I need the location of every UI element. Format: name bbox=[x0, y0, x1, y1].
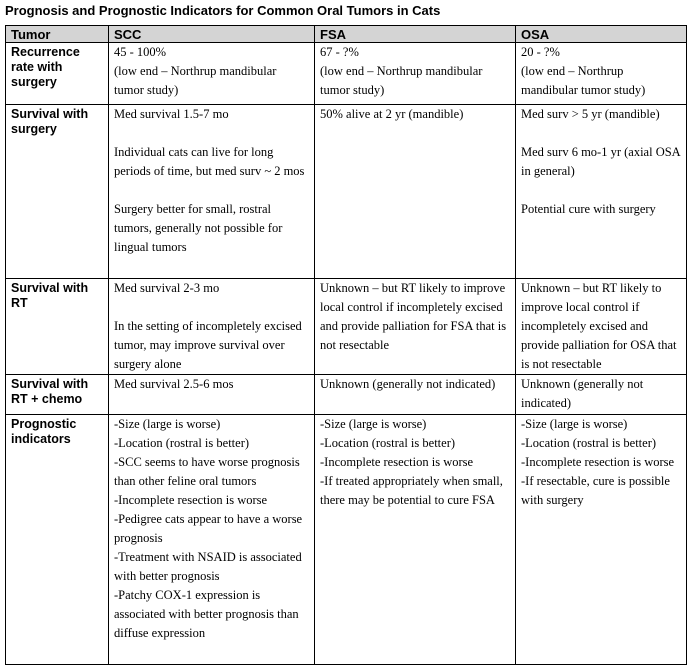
cell-osa-recurrence bbox=[516, 43, 687, 105]
cell-text: Med surv 6 mo-1 yr (axial OSA in general) bbox=[521, 145, 681, 178]
cell-fsa-survival-surgery bbox=[315, 105, 516, 279]
table-row bbox=[6, 105, 687, 279]
cell-text: (low end – Northrup mandibular tumor study) bbox=[521, 64, 646, 97]
cell-text: In the setting of incompletely excised tumor, may improve survival over surgery alone bbox=[114, 319, 302, 371]
cell-text: -Pedigree cats appear to have a worse prognosis bbox=[114, 512, 303, 545]
cell-text: -Location (rostral is better) bbox=[320, 436, 456, 450]
cell-text: -Incomplete resection is worse bbox=[114, 493, 268, 507]
cell-text: -Incomplete resection is worse bbox=[521, 455, 675, 469]
cell-text: Unknown (generally not indicated) bbox=[521, 377, 644, 410]
row-label-prognostic-indicators: Prognostic indicators bbox=[6, 415, 109, 665]
cell-scc-survival-rt-chemo bbox=[109, 375, 315, 415]
cell-text: Surgery better for small, rostral tumors, generally not possible for lingual tumors bbox=[114, 202, 283, 254]
cell-text: Med survival 2-3 mo bbox=[114, 281, 220, 295]
table-row bbox=[6, 279, 687, 375]
cell-fsa-recurrence bbox=[315, 43, 516, 105]
cell-text: Potential cure with surgery bbox=[521, 202, 656, 216]
cell-text: (low end – Northrup mandibular tumor study) bbox=[114, 64, 277, 97]
header-osa: OSA bbox=[516, 26, 687, 43]
cell-text: Med survival 1.5-7 mo bbox=[114, 107, 229, 121]
table-row bbox=[6, 415, 687, 665]
row-label-survival-rt-chemo: Survival with RT + chemo bbox=[6, 375, 109, 415]
cell-fsa-prognostic bbox=[315, 415, 516, 665]
cell-text: Med surv > 5 yr (mandible) bbox=[521, 107, 660, 121]
cell-osa-survival-rt-chemo bbox=[516, 375, 687, 415]
header-scc: SCC bbox=[109, 26, 315, 43]
cell-text: -If resectable, cure is possible with surgery bbox=[521, 474, 670, 507]
cell-text: Med survival 2.5-6 mos bbox=[114, 377, 234, 391]
cell-text: 67 - ?% bbox=[320, 45, 359, 59]
cell-text: -If treated appropriately when small, there may be potential to cure FSA bbox=[320, 474, 503, 507]
cell-osa-survival-surgery bbox=[516, 105, 687, 279]
cell-text: -Location (rostral is better) bbox=[521, 436, 657, 450]
cell-osa-prognostic bbox=[516, 415, 687, 665]
page-title: Prognosis and Prognostic Indicators for Common Oral Tumors in Cats bbox=[5, 3, 441, 18]
cell-scc-survival-surgery bbox=[109, 105, 315, 279]
cell-text: -Size (large is worse) bbox=[320, 417, 427, 431]
cell-scc-survival-rt bbox=[109, 279, 315, 375]
prognosis-table bbox=[5, 25, 687, 665]
cell-text: 45 - 100% bbox=[114, 45, 167, 59]
header-tumor: Tumor bbox=[6, 26, 109, 43]
cell-text: -Size (large is worse) bbox=[114, 417, 221, 431]
table-header-row bbox=[6, 26, 687, 43]
row-label-survival-rt: Survival with RT bbox=[6, 279, 109, 375]
cell-text: Unknown – but RT likely to improve local control if incompletely excised and provide palliation for FSA that is not resectable bbox=[320, 281, 507, 352]
cell-scc-prognostic bbox=[109, 415, 315, 665]
cell-text: -Patchy COX-1 expression is associated with better prognosis than diffuse expression bbox=[114, 588, 299, 640]
cell-text: -SCC seems to have worse prognosis than other feline oral tumors bbox=[114, 455, 300, 488]
table-row bbox=[6, 375, 687, 415]
cell-fsa-survival-rt-chemo bbox=[315, 375, 516, 415]
cell-text: -Treatment with NSAID is associated with better prognosis bbox=[114, 550, 302, 583]
cell-text: (low end – Northrup mandibular tumor study) bbox=[320, 64, 483, 97]
cell-text: 50% alive at 2 yr (mandible) bbox=[320, 107, 464, 121]
cell-text: Unknown – but RT likely to improve local control if incompletely excised and provide palliation for OSA that is not resectable bbox=[521, 281, 677, 371]
row-label-survival-surgery: Survival with surgery bbox=[6, 105, 109, 279]
cell-fsa-survival-rt bbox=[315, 279, 516, 375]
table-row bbox=[6, 43, 687, 105]
row-label-recurrence: Recurrence rate with surgery bbox=[6, 43, 109, 105]
cell-text: 20 - ?% bbox=[521, 45, 560, 59]
cell-scc-recurrence bbox=[109, 43, 315, 105]
cell-text: -Size (large is worse) bbox=[521, 417, 628, 431]
cell-osa-survival-rt bbox=[516, 279, 687, 375]
cell-text: Individual cats can live for long periods of time, but med surv ~ 2 mos bbox=[114, 145, 305, 178]
cell-text: -Incomplete resection is worse bbox=[320, 455, 474, 469]
header-fsa: FSA bbox=[315, 26, 516, 43]
cell-text: Unknown (generally not indicated) bbox=[320, 377, 496, 391]
cell-text: -Location (rostral is better) bbox=[114, 436, 250, 450]
